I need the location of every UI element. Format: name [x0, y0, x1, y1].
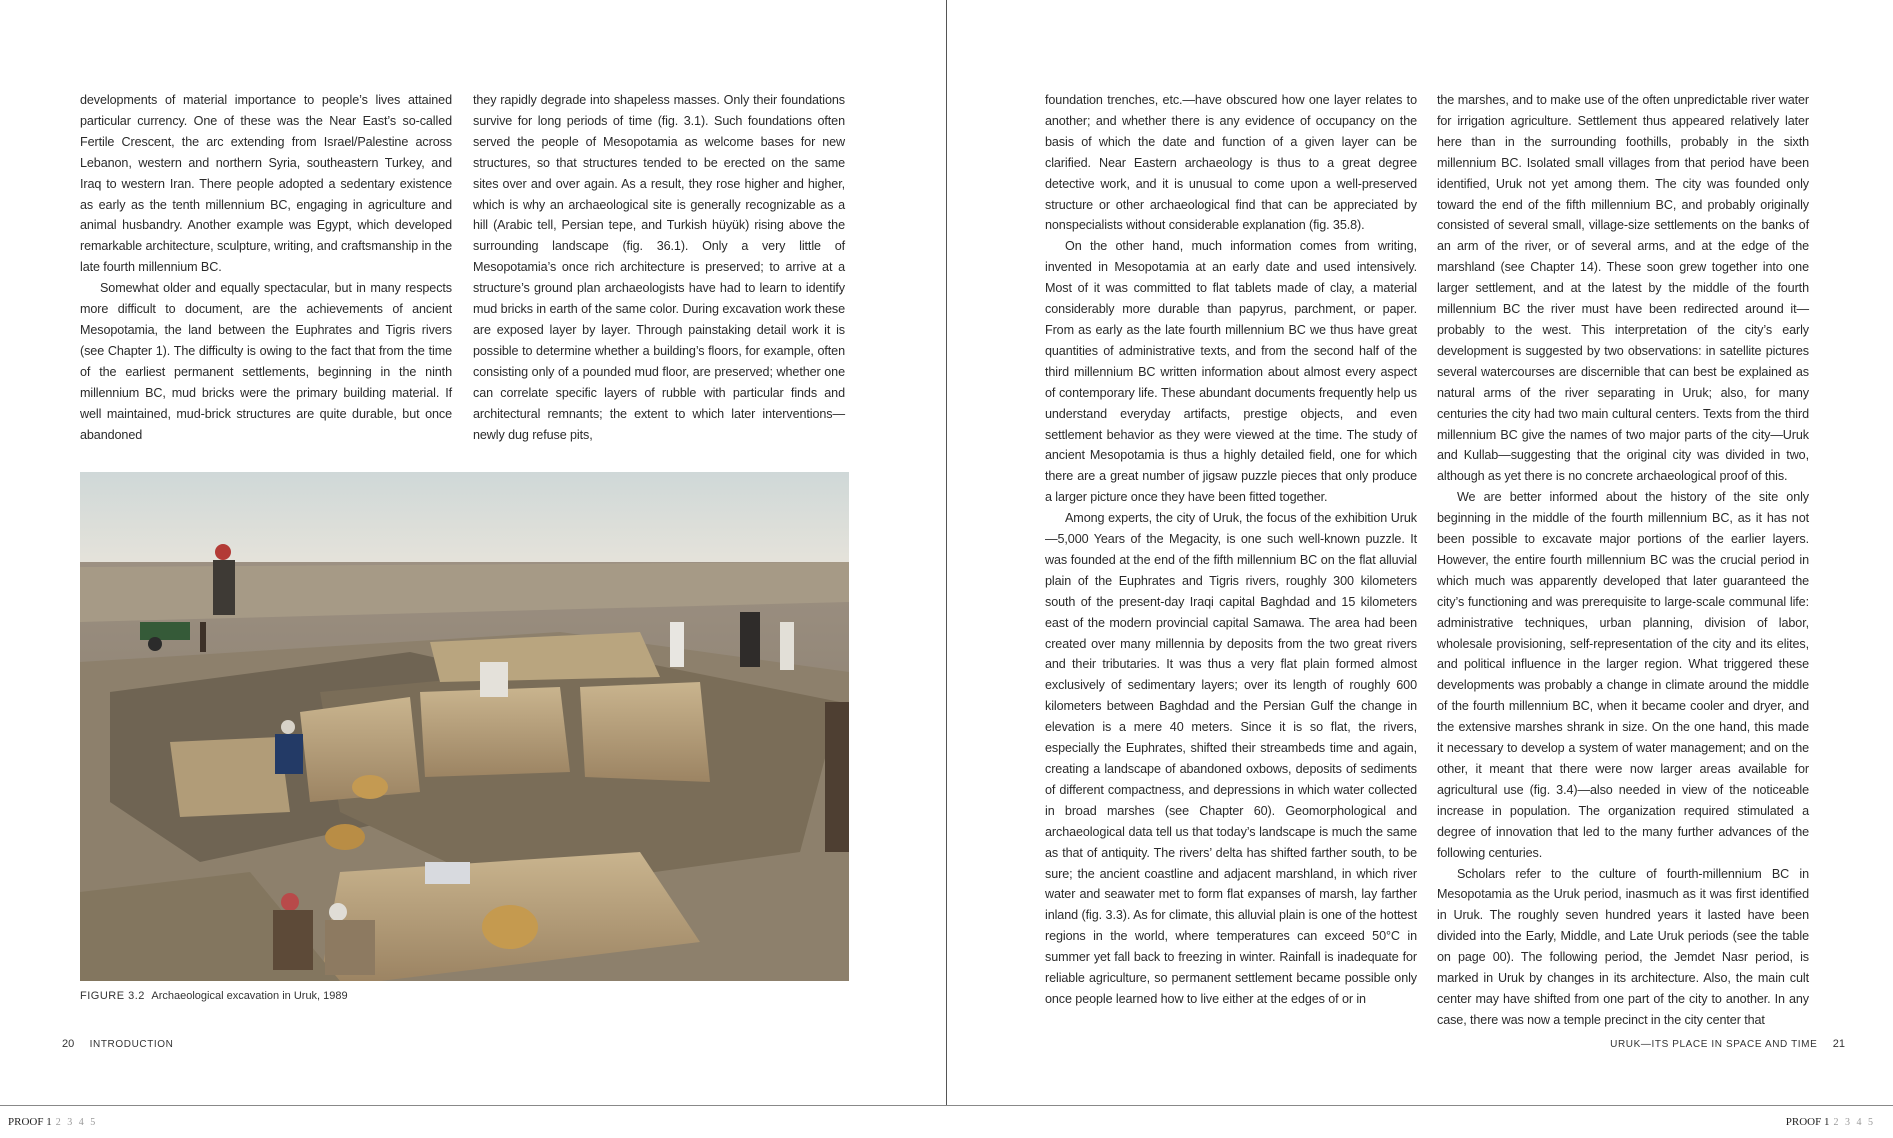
page-number: 20 [62, 1038, 75, 1050]
proof-marker-right [1786, 1116, 1875, 1128]
proof-rest: 2 3 4 5 [55, 1117, 98, 1128]
proof-label: PROOF 1 [8, 1116, 52, 1128]
proof-rest: 2 3 4 5 [1833, 1117, 1875, 1128]
left-column-1 [80, 90, 452, 445]
right-page [947, 0, 1893, 1105]
running-head: URUK—ITS PLACE IN SPACE AND TIME [1610, 1039, 1818, 1050]
paragraph: On the other hand, much information comes from writing, invented in Mesopotamia at an early date and used intensively. Most of it was committed to flat tablets made of clay, a material considerably more durable than papyrus, parchment, or paper. From as early as the late fourth millennium BC we thus have great quantities of administrative texts, and from the second half of the third millennium BC written information about almost every aspect of contemporary life. These abundant documents frequently help us understand everyday artifacts, prestige objects, and even settlement behavior as they were viewed at the time. The study of ancient Mesopotamia is thus a highly detailed field, one for which there are a great number of jigsaw puzzle pieces that only produce a larger picture once they have been fitted together. [1045, 239, 1417, 505]
running-head: INTRODUCTION [89, 1039, 174, 1050]
proof-label: PROOF 1 [1785, 1116, 1830, 1128]
paragraph: Somewhat older and equally spectacular, but in many respects more difficult to document, are the achievements of ancient Mesopotamia, the land between the Euphrates and Tigris rivers (see Chapter 1). The difficulty is owing to the fact that from the time of the earliest permanent settlements, beginning in the ninth millennium BC, mud bricks were the primary building material. If well maintained, mud-brick structures are quite durable, but once abandoned [80, 281, 452, 442]
paragraph: they rapidly degrade into shapeless masses. Only their foundations survive for long periods of time (fig. 3.1). Such foundations often served the people of Mesopotamia as welcome bases for new structures, so that structures tended to be erected on the same sites over and over again. As a result, they rose higher and higher, which is why an archaeological site is generally recognizable as a hill (Arabic tell, Persian tepe, and Turkish hüyük) rising above the surrounding landscape (fig. 36.1). Only a very little of Mesopotamia’s once rich architecture is preserved; to arrive at a structure’s ground plan archaeologists have had to learn to identify mud bricks in earth of the same color. During excavation work these are exposed layer by layer. Through painstaking detail work it is possible to determine whether a building’s floors, for example, often consisting only of a pounded mud floor, are preserved; whether one can correlate specific layers of rubble with particular finds and architectural remnants; the extent to which later interventions—newly dug refuse pits, [473, 93, 845, 442]
right-folio [1610, 1038, 1857, 1050]
paragraph: Scholars refer to the culture of fourth-millennium BC in Mesopotamia as the Uruk period, inasmuch as it was first identified in Uruk. The roughly seven hundred years it lasted have been divided into the Early, Middle, and Late Uruk periods (see the table on page 00). The following period, the Jemdet Nasr period, is marked in Uruk by changes in its architecture. Also, the main cult center may have shifted from one part of the city to another. In any case, there was now a temple precinct in the city center that [1437, 866, 1809, 1027]
page-number: 21 [1832, 1038, 1845, 1050]
paragraph: the marshes, and to make use of the often unpredictable river water for irrigation agriculture. Settlement thus appeared relatively later here than in the surrounding foothills, probably in the sixth millennium BC. Isolated small villages from that period have been identified, Uruk not yet among them. The city was founded only toward the end of the fifth millennium BC, and probably originally consisted of several small, village-size settlements on the banks of an arm of the river, or of several arms, and at the edge of the marshland (see Chapter 14). These soon grew together into one larger settlement, and at the latest by the middle of the fourth millennium BC the river must have been redirected around it—probably to the west. This interpretation of the city’s early development is suggested by two observations: in satellite pictures several watercourses are discernible that can best be explained as natural arms of the river separating in Uruk; also, for many centuries the city had two main cultural centers. Texts from the third millennium BC give the names of two major parts of the city—Uruk and Kullab—suggesting that the original city was divided in two, although as yet there is no concrete archaeological proof of this. [1437, 93, 1809, 484]
paragraph: Among experts, the city of Uruk, the focus of the exhibition Uruk—5,000 Years of the Megacity, is one such well-known puzzle. It was founded at the end of the fifth millennium BC on the flat alluvial plain of the Euphrates and Tigris rivers, roughly 300 kilometers south of the present-day Iraqi capital Baghdad and 15 kilometers east of the modern provincial capital Samawa. The area had been created over many millennia by deposits from the two great rivers and their tributaries. It was thus a very flat plain formed almost exclusively of sedimentary layers; over its length of roughly 600 kilometers between Baghdad and the Persian Gulf the change in elevation is a mere 40 meters. Since it is so flat, the rivers, especially the Euphrates, shifted their streambeds time and again, creating a landscape of abandoned oxbows, deposits of sediments of different compactness, and depressions in which water collected in broad marshes (see Chapter 60). Geomorphological and archaeological data tell us that today’s landscape is much the same as that of antiquity. The rivers’ delta has shifted farther south, to be sure; the ancient coastline and adjacent marshland, in which river water and seawater met to form flat expanses of marsh, lay farther inland (fig. 3.3). As for climate, this alluvial plain is one of the hottest regions in the world, where temperatures can exceed 50°C in summer yet fall back to freezing in winter. Rainfall is inadequate for reliable agriculture, so permanent settlement became possible only once people learned how to live either at the edges of or in [1045, 511, 1417, 1006]
figure-label: FIGURE 3.2 [80, 990, 145, 1002]
left-folio [50, 1038, 174, 1050]
proof-marker-left [8, 1116, 97, 1128]
paragraph: developments of material importance to people’s lives attained particular currency. One of these was the Near East’s so-called Fertile Crescent, the arc extending from Israel/Palestine across Lebanon, western and northern Syria, southeastern Turkey, and Iraq to western Iran. There people adopted a sedentary existence as early as the tenth millennium BC, engaging in agriculture and animal husbandry. Another example was Egypt, which developed remarkable architecture, sculpture, writing, and craftsmanship in the late fourth millennium BC. [80, 93, 452, 275]
paragraph: We are better informed about the history of the site only beginning in the middle of the fourth millennium BC, as it has not been possible to excavate major portions of the earlier layers. However, the entire fourth millennium BC was the crucial period in which much was apparently developed that later guaranteed the city’s functioning and was prerequisite to large-scale communal life: administrative techniques, urban planning, division of labor, wholesale provisioning, self-representation of the city and its elites, and political influence in the larger region. What triggered these developments was probably a change in climate around the middle of the fourth millennium BC, when it became cooler and dryer, and the extensive marshes shrank in size. On the one hand, this made it necessary to develop a system of water management; and on the other, it meant that there were now larger areas available for agricultural use (fig. 3.4)—also needed in view of the noticeable increase in population. The organization required stimulated a degree of innovation that led to the many further advances of the following centuries. [1437, 490, 1809, 860]
bottom-rule [0, 1105, 1893, 1106]
left-page [0, 0, 946, 1105]
paragraph: foundation trenches, etc.—have obscured how one layer relates to another; and whether there is any evidence of occupancy on the basis of which the date and function of a given layer can be clarified. Near Eastern archaeology is thus to a great degree detective work, and it is unusual to come upon a well-preserved structure or other archaeological find that can be appreciated by nonspecialists without considerable explanation (fig. 35.8). [1045, 93, 1417, 233]
left-column-2 [473, 90, 845, 445]
figure-caption [80, 990, 348, 1002]
figure-caption-text: Archaeological excavation in Uruk, 1989 [151, 990, 348, 1002]
right-column-2 [1437, 90, 1809, 1031]
excavation-photo [80, 472, 849, 981]
right-column-1 [1045, 90, 1417, 1010]
